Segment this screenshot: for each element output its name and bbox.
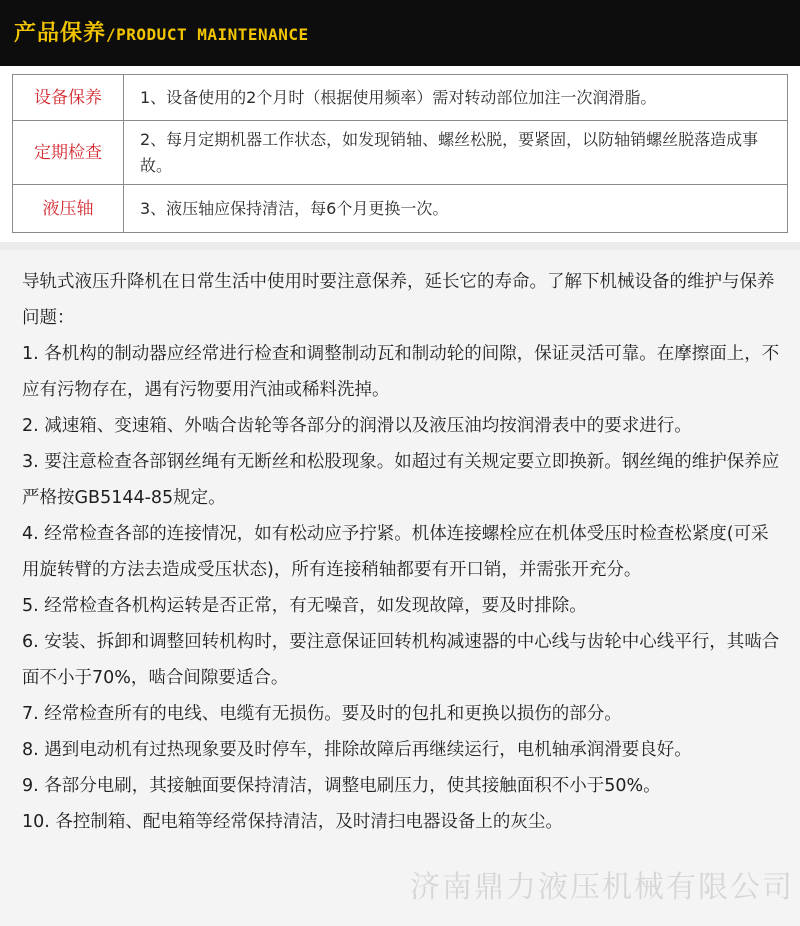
table-row xyxy=(13,75,788,121)
list-item: 3. 要注意检查各部钢丝绳有无断丝和松股现象。如超过有关规定要立即换新。钢丝绳的维护保养应严格按GB5144-85规定。 xyxy=(22,452,780,508)
list-item: 4. 经常检查各部的连接情况，如有松动应予拧紧。机体连接螺栓应在机体受压时检查松紧度(可采用旋转臂的方法去造成受压状态)，所有连接稍轴都要有开口销，并需张开充分。 xyxy=(22,524,769,580)
row-content: 3、液压轴应保持清洁，每6个月更换一次。 xyxy=(124,185,788,233)
list-item: 7. 经常检查所有的电线、电缆有无损伤。要及时的包扎和更换以损伤的部分。 xyxy=(22,704,622,724)
section-title-en: /PRODUCT MAINTENANCE xyxy=(106,25,309,44)
maintenance-table xyxy=(12,74,788,233)
table-row xyxy=(13,185,788,233)
list-item: 10. 各控制箱、配电箱等经常保持清洁，及时清扫电器设备上的灰尘。 xyxy=(22,812,563,832)
company-watermark: 济南鼎力液压机械有限公司 xyxy=(410,870,794,905)
list-item: 6. 安装、拆卸和调整回转机构时，要注意保证回转机构减速器的中心线与齿轮中心线平行，其啮合面不小于70%，啮合间隙要适合。 xyxy=(22,632,780,688)
row-label: 定期检查 xyxy=(13,121,124,185)
list-item: 8. 遇到电动机有过热现象要及时停车，排除故障后再继续运行，电机轴承润滑要良好。 xyxy=(22,740,692,760)
section-header xyxy=(0,0,800,66)
row-content: 2、每月定期机器工作状态，如发现销轴、螺丝松脱，要紧固，以防轴销螺丝脱落造成事故。 xyxy=(124,121,788,185)
intro-paragraph: 导轨式液压升降机在日常生活中使用时要注意保养，延长它的寿命。了解下机械设备的维护与保养问题： xyxy=(22,272,775,328)
list-item: 2. 减速箱、变速箱、外啮合齿轮等各部分的润滑以及液压油均按润滑表中的要求进行。 xyxy=(22,416,692,436)
row-content: 1、设备使用的2个月时（根据使用频率）需对转动部位加注一次润滑脂。 xyxy=(124,75,788,121)
section-divider xyxy=(0,242,800,250)
list-item: 5. 经常检查各机构运转是否正常，有无噪音，如发现故障，要及时排除。 xyxy=(22,596,587,616)
section-title xyxy=(14,16,309,47)
list-item: 9. 各部分电刷，其接触面要保持清洁，调整电刷压力，使其接触面积不小于50%。 xyxy=(22,776,661,796)
maintenance-notes xyxy=(0,250,800,926)
table-row xyxy=(13,121,788,185)
section-title-cn: 产品保养 xyxy=(14,21,107,46)
row-label: 设备保养 xyxy=(13,75,124,121)
list-item: 1. 各机构的制动器应经常进行检查和调整制动瓦和制动轮的间隙，保证灵活可靠。在摩擦面上，不应有污物存在，遇有污物要用汽油或稀料洗掉。 xyxy=(22,344,780,400)
maintenance-table-panel xyxy=(0,66,800,242)
row-label: 液压轴 xyxy=(13,185,124,233)
